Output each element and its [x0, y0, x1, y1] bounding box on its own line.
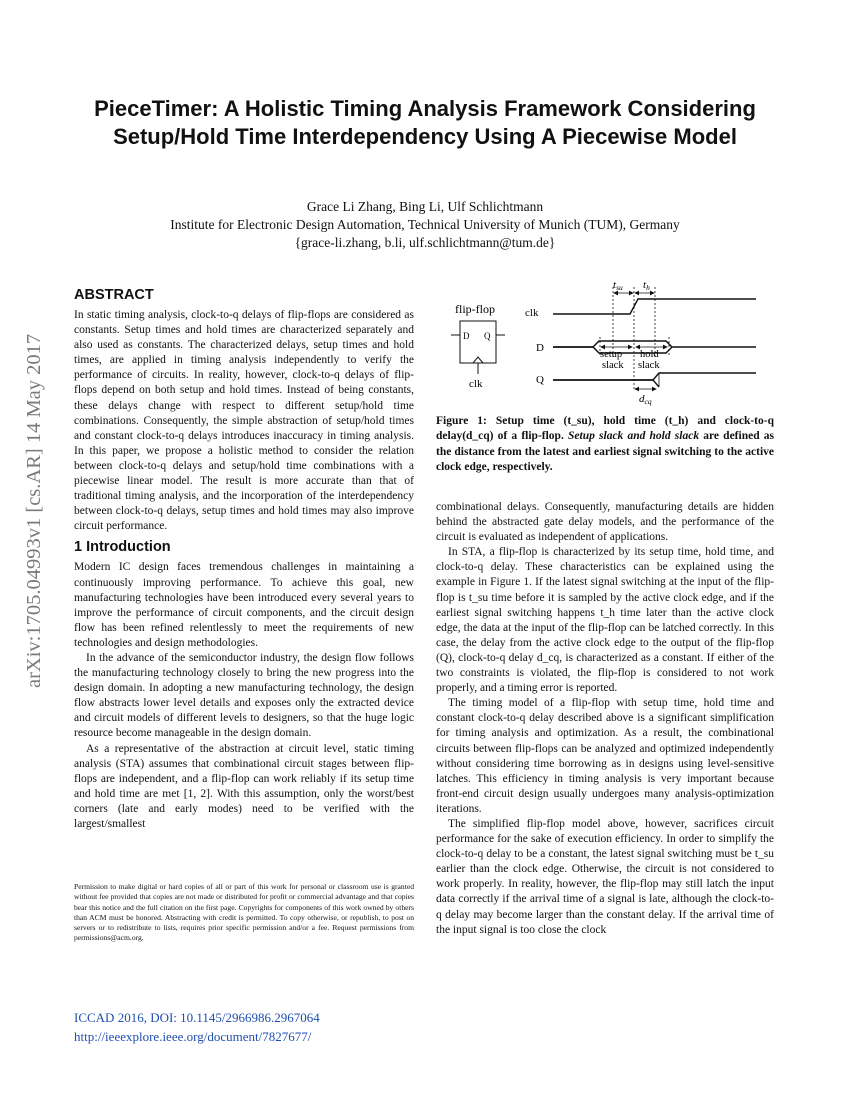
- abstract-text: In static timing analysis, clock-to-q delays of flip-flops are considered as constants. Setup times and hold times are characterized separately and also used as constants. The characterized delays, setup times and hold times, are applied in timing analysis independently to verify the performance of circuits. In reality, however, clock-to-q delays of flip-flops depend on both setup and hold times. Instead of being constants, these delays change with respect to different setup/hold time combinations. Consequently, the simple abstraction of setup/hold times and constant clock-to-q delays introduces inaccuracy in timing analysis. In this paper, we propose a holistic method to consider the relation between clock-to-q delays and setup/hold time combinations with a piecewise linear model. The result is more accurate than that of traditional timing analysis, and the incorporation of the interdependency between clock-to-q delays, setup times and hold times may also improve circuit performance.: [74, 309, 414, 533]
- abstract-heading: ABSTRACT: [74, 287, 154, 303]
- author-emails: {grace-li.zhang, b.li, ulf.schlichtmann@tum.de}: [294, 235, 556, 250]
- flipflop-d-pin: D: [463, 331, 470, 341]
- svg-text:dcq: [639, 393, 652, 406]
- svg-text:th: [643, 279, 650, 292]
- body-paragraph: The timing model of a flip-flop with setup time, hold time and constant clock-to-q delay described above is a significant simplification for timing analysis and optimization. As a result, the combinational circuits between flip-flops can be analyzed and optimized independently without considering time borrowing as in designs using level-sensitive latches. This efficiency in timing analysis is very important because front-end circuit design usually undergoes many analysis-optimization iterations.: [436, 697, 774, 815]
- section-heading-introduction: 1 Introduction: [74, 539, 171, 556]
- paper-title: PieceTimer: A Holistic Timing Analysis Framework Considering Setup/Hold Time Interdependency Using A Piecewise Model: [94, 96, 756, 149]
- flipflop-clk-pin: clk: [469, 378, 483, 390]
- dcq-label: d: [639, 393, 645, 405]
- author-block: [60, 198, 790, 252]
- figure-caption: [436, 414, 774, 475]
- arxiv-sidebar-stamp: [4, 292, 52, 692]
- body-paragraph: combinational delays. Consequently, manufacturing details are hidden behind the abstracted gate delay models, and the performance of the circuit is evaluated as independent of applications.: [436, 501, 774, 544]
- doi-block: [74, 1008, 414, 1046]
- hold-slack-label: hold: [640, 349, 659, 360]
- figure-1: [443, 277, 773, 407]
- arxiv-identifier: arXiv:1705.04993v1 [cs.AR] 14 May 2017: [23, 333, 45, 688]
- dcq-subscript: cq: [644, 397, 652, 406]
- q-signal-label: Q: [536, 374, 544, 386]
- left-column: [74, 286, 414, 832]
- intro-paragraph: In the advance of the semiconductor industry, the design flow follows the manufacturing technology closely to bring the new progress into the design domain. In adopting a new manufacturing technology, the design flow abstracts lower level details and exposes only the extracted device and circuit models of different levels to designers, so that the huge logic resource become manageable in the design domain.: [74, 651, 414, 740]
- clk-signal-label: clk: [525, 307, 539, 319]
- copyright-footnote: [74, 882, 414, 944]
- flipflop-q-pin: Q: [484, 331, 491, 341]
- th-label: t: [643, 279, 647, 291]
- body-paragraph: The simplified flip-flop model above, however, sacrifices circuit performance for the sake of execution efficiency. In order to simplify the clock-to-q delay to be a constant, the latest signal switching must be t_su earlier than the clock edge. Otherwise, the circuit is not considered to work properly. In reality, however, the flip-flop may still latch the input data correctly if the arrival time of a signal is late, although the clock-to-q delay may become larger than the constant delay. If the arrival time of the input signal is too close the clock: [436, 817, 774, 936]
- caption-italic: Setup slack and hold slack: [568, 430, 700, 443]
- flipflop-label: flip-flop: [455, 302, 495, 316]
- caption-main: Figure 1: Setup time (t_su), hold time (t_h) and clock-to-q delay(d_cq) of a flip-flop.: [436, 415, 774, 443]
- setup-slack-label: setup: [600, 349, 623, 360]
- ieee-link[interactable]: http://ieeexplore.ieee.org/document/7827677/: [74, 1029, 312, 1044]
- body-paragraph: In STA, a flip-flop is characterized by its setup time, hold time, and clock-to-q delay. These characteristics can be explained using the example in Figure 1. If the latest signal switching at the input of the flip-flop is t_su time before it is sampled by the active clock edge, and if the earliest signal switching happens t_h time later than the active clock edge, the data at the input of the flip-flop can be latched correctly. In this case, the delay from the active clock edge to the output of the flip-flop (Q), clock-to-q delay d_cq, is characterized as a constant. If either of the two constraints is violated, the flip-flop is considered to not work properly, and a timing error is reported.: [436, 546, 774, 695]
- q-waveform: [553, 373, 756, 380]
- clock-triangle: [473, 357, 483, 363]
- setup-slack-label-2: slack: [602, 360, 624, 371]
- footnote-text: Permission to make digital or hard copies of all or part of this work for personal or classroom use is granted without fee provided that copies are not made or distributed for profit or commercial advantage and that copies bear this notice and the full citation on the first page. Copyrights for components of this work owned by others than ACM must be honored. Abstracting with credit is permitted. To copy otherwise, or republish, to post on servers or to redistribute to lists, requires prior specific permission and/or a fee. Request permissions from permissions@acm.org.: [74, 882, 414, 943]
- right-column: [436, 500, 774, 938]
- author-names: Grace Li Zhang, Bing Li, Ulf Schlichtmann: [306, 199, 544, 214]
- author-affiliation: Institute for Electronic Design Automation, Technical University of Munich (TUM), Germany: [170, 217, 680, 232]
- d-signal-label: D: [536, 342, 544, 354]
- tsu-subscript: su: [616, 283, 623, 292]
- th-subscript: h: [646, 283, 650, 292]
- tsu-label: t: [613, 279, 617, 291]
- doi-line[interactable]: ICCAD 2016, DOI: 10.1145/2966986.2967064: [74, 1010, 320, 1025]
- clk-waveform: [553, 299, 756, 314]
- svg-text:tsu: [613, 279, 623, 292]
- hold-slack-label-2: slack: [638, 360, 660, 371]
- timing-diagram: [443, 277, 773, 407]
- caption-rest: are defined as the distance from the latest and earliest signal switching to the active clock edge, respectively.: [436, 430, 774, 473]
- d-waveform: [553, 341, 756, 347]
- intro-paragraph: As a representative of the abstraction at circuit level, static timing analysis (STA) assumes that combinational circuit stages between flip-flops are independent, and a flip-flop can work reliably if its setup time and hold time are met [1, 2]. With this assumption, only the worst/best corners (late and early modes) need to be verified with the largest/smallest: [74, 742, 414, 830]
- intro-paragraph: Modern IC design faces tremendous challenges in maintaining a continuously improving performance. To achieve this goal, new manufacturing technologies have been introduced every several years to improve the performance of circuit components, and the circuit design flow has been refined relentlessly to meet the requirements of new technologies and design methodologies.: [74, 561, 414, 649]
